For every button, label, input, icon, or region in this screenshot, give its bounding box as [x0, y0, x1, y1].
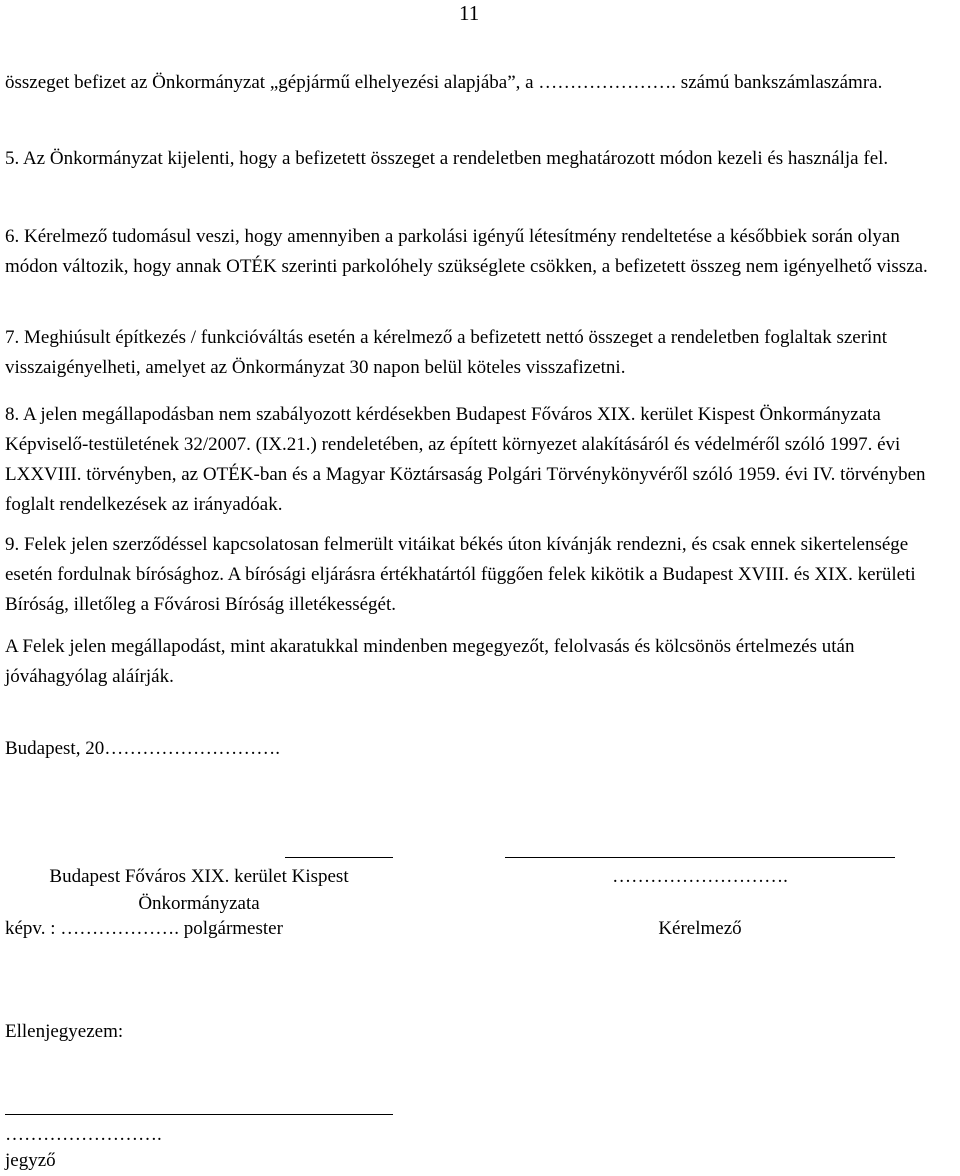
countersign-dots: ……………………. [5, 1124, 162, 1145]
signature-line-left-full [5, 857, 393, 858]
countersign-label: Ellenjegyezem: [5, 1021, 124, 1042]
left-signatory-line1: Budapest Főváros XIX. kerület Kispest [49, 866, 349, 887]
right-signatory-label: Kérelmező [658, 918, 742, 939]
paragraph-9: 9. Felek jelen szerződéssel kapcsolatosan felmerült vitáikat békés úton kívánják rendezni, és csak ennek sikertelensége esetén fordulnak bírósághoz. A bírósági eljárásra értékhatártól függően felek kikötik a Budapest XVIII. és XIX. kerületi Bíróság, illetőleg a Fővárosi Bíróság illetékességét. [5, 534, 916, 615]
countersign-role: jegyző [5, 1150, 56, 1171]
page-number: 11 [459, 1, 480, 25]
left-signatory-line3: képv. : ………………. polgármester [5, 918, 283, 939]
signature-line-right [505, 857, 895, 858]
paragraph-8: 8. A jelen megállapodásban nem szabályozott kérdésekben Budapest Főváros XIX. kerület Kispest Önkormányzata Képviselő-testületének 32/2007. (IX.21.) rendeletében, az épített környezet alakításáról és védelméről szóló 1997. évi LXXVIII. törvényben, az OTÉK-ban és a Magyar Köztársaság Polgári Törvénykönyvéről szóló 1959. évi IV. törvényben foglalt rendelkezések az irányadóak. [5, 404, 926, 515]
paragraph-4-continued: összeget befizet az Önkormányzat „gépjármű elhelyezési alapjába”, a …………………. számú bankszámlaszámra. [5, 72, 883, 93]
left-signatory-line2: Önkormányzata [138, 893, 260, 914]
paragraph-5: 5. Az Önkormányzat kijelenti, hogy a befizetett összeget a rendeletben meghatározott módon kezeli és használja fel. [5, 148, 889, 169]
countersign-line [5, 1114, 393, 1115]
closing-paragraph: A Felek jelen megállapodást, mint akaratukkal mindenben megegyezőt, felolvasás és kölcsönös értelmezés után jóváhagyólag aláírják. [5, 636, 855, 687]
place-date: Budapest, 20………………………. [5, 738, 280, 759]
paragraph-7: 7. Meghiúsult építkezés / funkcióváltás esetén a kérelmező a befizetett nettó összeget a rendeletben foglaltak szerint visszaigényelheti, amelyet az Önkormányzat 30 napon belül köteles visszafizetni. [5, 327, 888, 378]
paragraph-6: 6. Kérelmező tudomásul veszi, hogy amennyiben a parkolási igényű létesítmény rendeltetése a későbbiek során olyan módon változik, hogy annak OTÉK szerinti parkolóhely szükséglete csökken, a befizetett összeg nem igényelhető vissza. [5, 226, 928, 277]
right-signatory-dots: ………………………. [612, 866, 788, 887]
